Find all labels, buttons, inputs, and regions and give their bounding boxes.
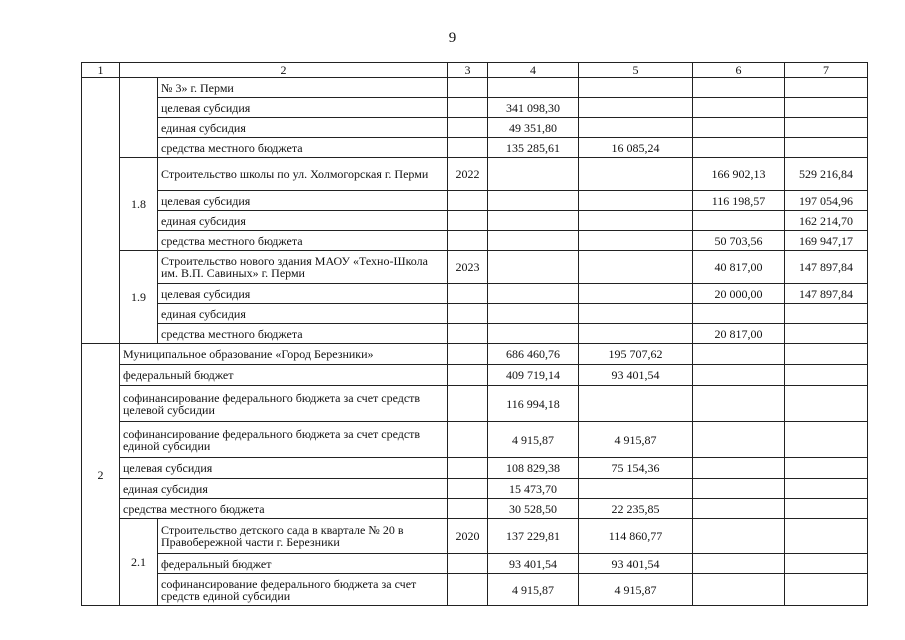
table-row: [82, 344, 868, 365]
cell-col-7: 529 216,84: [785, 158, 868, 191]
subsection-number: 1.8: [120, 158, 158, 251]
table-row: [82, 251, 868, 284]
cell-col-7: 162 214,70: [785, 211, 868, 231]
cell-col-5: 114 860,77: [579, 519, 693, 554]
table-row: [82, 365, 868, 386]
cell-col-4: 409 719,14: [488, 365, 579, 386]
cell-col-4: 686 460,76: [488, 344, 579, 365]
table-row: [82, 231, 868, 251]
row-name: софинансирование федерального бюджета за счет средств единой субсидии: [120, 422, 448, 458]
row-name: софинансирование федерального бюджета за счет средств целевой субсидии: [120, 386, 448, 422]
header-col-7: 7: [785, 63, 868, 78]
header-col-4: 4: [488, 63, 579, 78]
row-name: целевая субсидия: [158, 98, 448, 118]
cell-col-4: 116 994,18: [488, 386, 579, 422]
cell-col-4: 30 528,50: [488, 499, 579, 519]
table-row: [82, 118, 868, 138]
table-row: [82, 191, 868, 211]
header-col-2: 2: [120, 63, 448, 78]
row-name: целевая субсидия: [120, 458, 448, 479]
table-row: [82, 211, 868, 231]
cell-col-4: 4 915,87: [488, 422, 579, 458]
cell-col-5: 22 235,85: [579, 499, 693, 519]
cell-col-4: 108 829,38: [488, 458, 579, 479]
table-row: [82, 499, 868, 519]
table-row: [82, 78, 868, 98]
cell-col-6: 40 817,00: [693, 251, 785, 284]
subsection-number-cell: [120, 78, 158, 158]
row-name: средства местного бюджета: [120, 499, 448, 519]
cell-col-7: 147 897,84: [785, 251, 868, 284]
cell-col-7: 197 054,96: [785, 191, 868, 211]
cell-col-4: 341 098,30: [488, 98, 579, 118]
table-row: [82, 574, 868, 606]
table-row: [82, 386, 868, 422]
row-name: единая субсидия: [158, 211, 448, 231]
cell-col-7: 147 897,84: [785, 284, 868, 304]
table-row: [82, 98, 868, 118]
cell-col-4: 49 351,80: [488, 118, 579, 138]
table-row: [82, 324, 868, 344]
cell-col-4: 4 915,87: [488, 574, 579, 606]
row-name: целевая субсидия: [158, 284, 448, 304]
row-name: Муниципальное образование «Город Березники»: [120, 344, 448, 365]
table-row: [82, 304, 868, 324]
cell-col-6: 20 817,00: [693, 324, 785, 344]
header-col-1: 1: [82, 63, 120, 78]
cell-col-5: 4 915,87: [579, 422, 693, 458]
cell-col-5: 93 401,54: [579, 365, 693, 386]
row-name: средства местного бюджета: [158, 324, 448, 344]
cell-col-5: 93 401,54: [579, 554, 693, 574]
cell-col-6: 166 902,13: [693, 158, 785, 191]
cell-col-4: 93 401,54: [488, 554, 579, 574]
table-row: [82, 138, 868, 158]
row-name: федеральный бюджет: [158, 554, 448, 574]
subsection-number: 2.1: [120, 519, 158, 606]
row-name: средства местного бюджета: [158, 231, 448, 251]
cell-col-5: 75 154,36: [579, 458, 693, 479]
row-name: единая субсидия: [120, 479, 448, 499]
cell-col-3: 2020: [448, 519, 488, 554]
cell-col-3: 2023: [448, 251, 488, 284]
cell-col-6: 50 703,56: [693, 231, 785, 251]
cell-col-4: 15 473,70: [488, 479, 579, 499]
row-name: целевая субсидия: [158, 191, 448, 211]
header-col-5: 5: [579, 63, 693, 78]
table-row: [82, 284, 868, 304]
row-name: Строительство детского сада в квартале № 20 в Правобережной части г. Березники: [158, 519, 448, 554]
row-name: средства местного бюджета: [158, 138, 448, 158]
header-row: [82, 63, 868, 78]
row-name: единая субсидия: [158, 118, 448, 138]
row-name: федеральный бюджет: [120, 365, 448, 386]
header-col-6: 6: [693, 63, 785, 78]
cell-col-3: 2022: [448, 158, 488, 191]
cell-col-4: 137 229,81: [488, 519, 579, 554]
row-name: № 3» г. Перми: [158, 78, 448, 98]
header-col-3: 3: [448, 63, 488, 78]
table-row: [82, 422, 868, 458]
table-row: [82, 158, 868, 191]
page-number: 9: [448, 30, 457, 46]
table-row: [82, 479, 868, 499]
section-number: 2: [82, 344, 120, 606]
cell-col-7: 169 947,17: [785, 231, 868, 251]
budget-table: [81, 62, 868, 606]
row-name: Строительство школы по ул. Холмогорская г. Перми: [158, 158, 448, 191]
row-name: софинансирование федерального бюджета за счет средств единой субсидии: [158, 574, 448, 606]
section-number-cell: [82, 78, 120, 344]
table-row: [82, 458, 868, 479]
cell-col-5: 195 707,62: [579, 344, 693, 365]
cell-col-6: 20 000,00: [693, 284, 785, 304]
subsection-number: 1.9: [120, 251, 158, 344]
table-row: [82, 519, 868, 554]
cell-col-5: 4 915,87: [579, 574, 693, 606]
cell-col-4: 135 285,61: [488, 138, 579, 158]
table-row: [82, 554, 868, 574]
cell-col-5: 16 085,24: [579, 138, 693, 158]
row-name: единая субсидия: [158, 304, 448, 324]
cell-col-6: 116 198,57: [693, 191, 785, 211]
row-name: Строительство нового здания МАОУ «Техно-Школа им. В.П. Савиных» г. Перми: [158, 251, 448, 284]
